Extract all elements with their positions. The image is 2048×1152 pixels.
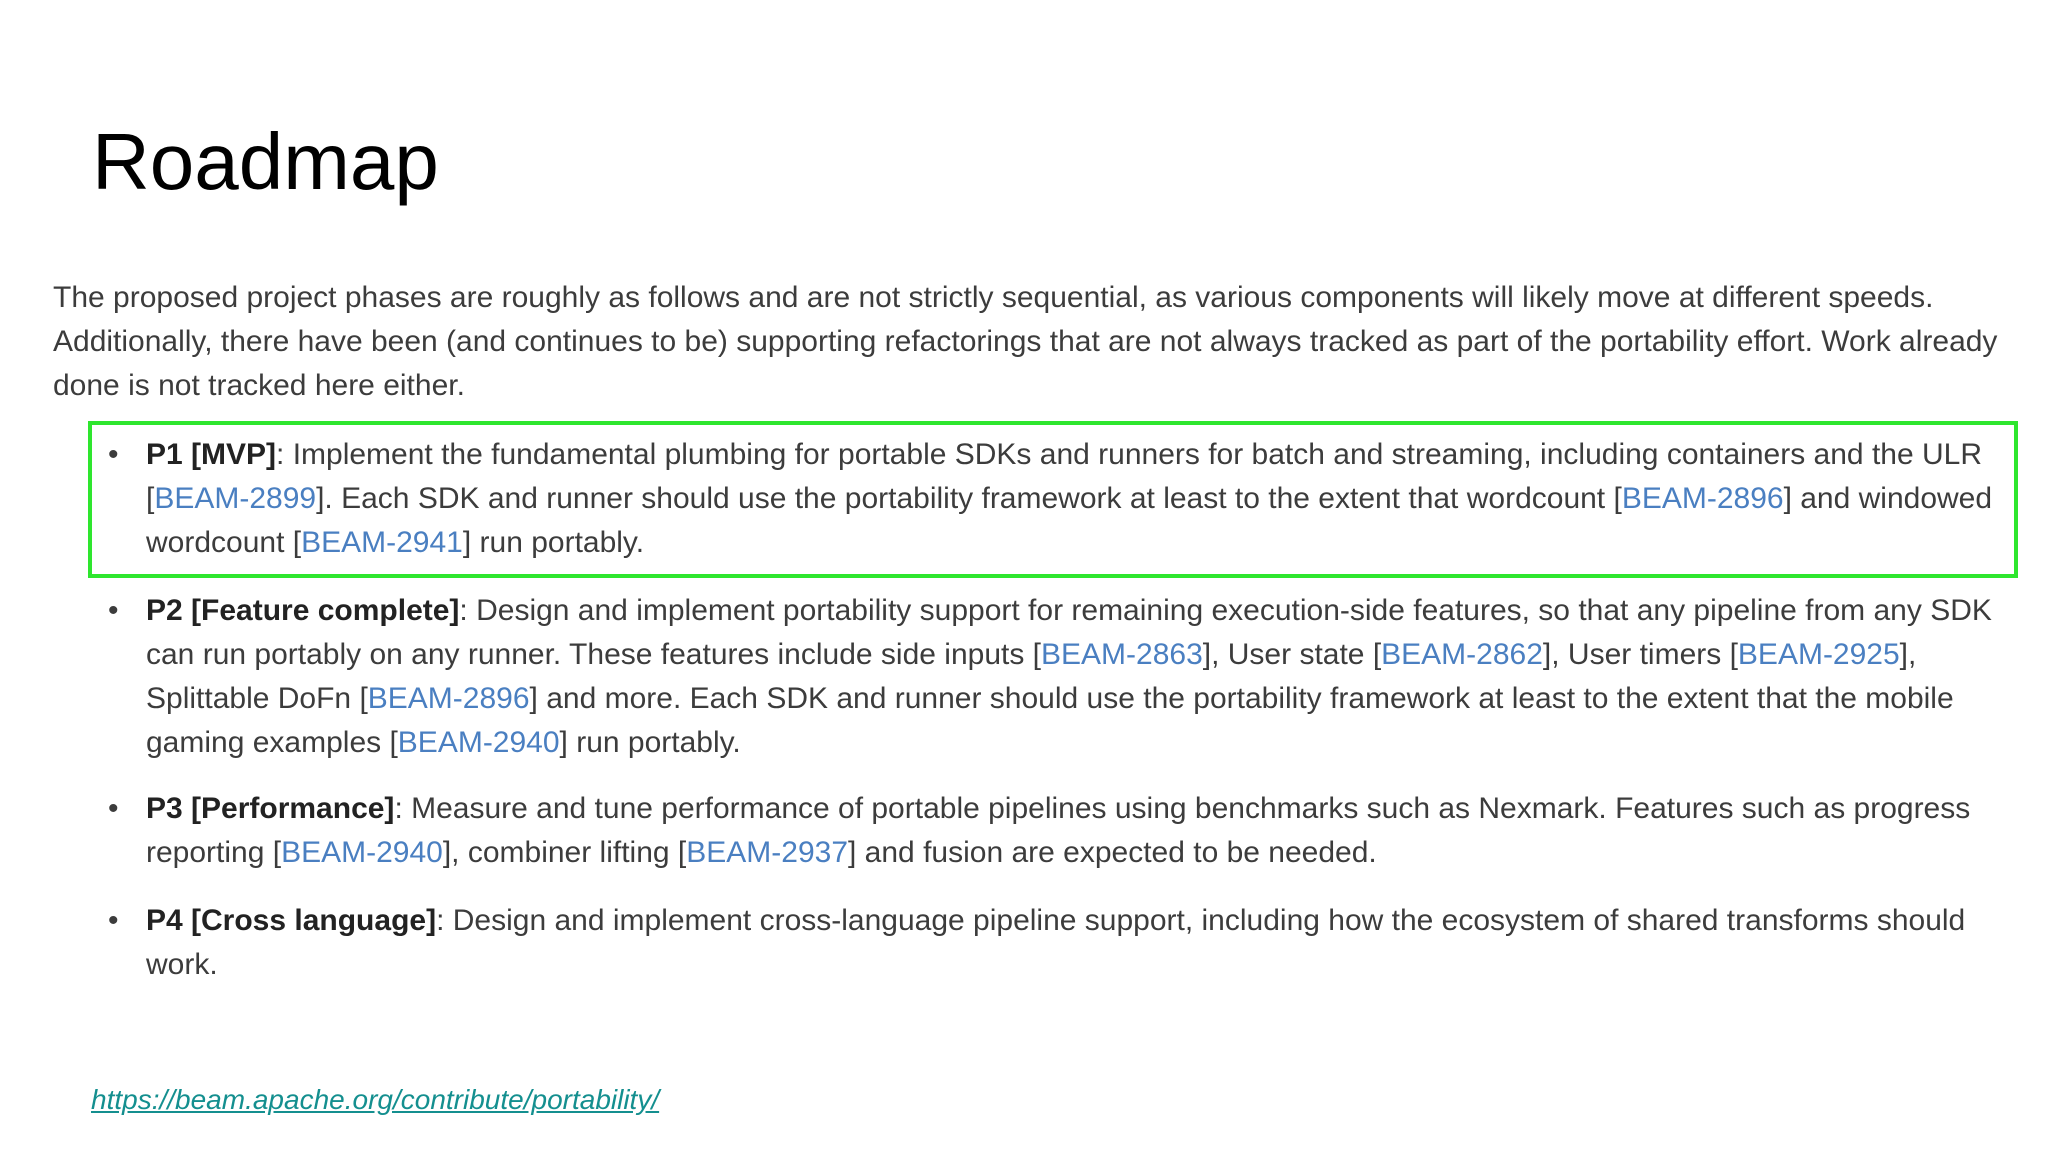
phase-tag-p4: P4 [Cross language]: [146, 904, 437, 937]
issue-link-beam-2940[interactable]: BEAM-2940: [397, 726, 560, 759]
source-link[interactable]: https://beam.apache.org/contribute/portability/: [91, 1084, 660, 1115]
phase-text: : Design and implement cross-language pipeline support, including how the ecosystem of shared transforms should work.: [146, 904, 1966, 981]
issue-link-beam-2937[interactable]: BEAM-2937: [686, 836, 849, 869]
phase-text: ] and fusion are expected to be needed.: [848, 836, 1377, 869]
phase-item-p1: [108, 433, 2006, 565]
phase-text: ], User state [: [1202, 638, 1382, 671]
phase-item-p4: [108, 899, 2006, 987]
issue-link-beam-2925[interactable]: BEAM-2925: [1737, 638, 1900, 671]
bullet-icon: •: [108, 594, 119, 627]
phase-tag-p3: P3 [Performance]: [146, 792, 395, 825]
phase-text: : Implement the fundamental plumbing for portable SDKs and runners for batch and streaming, including containers and the ULR [: [146, 438, 1983, 515]
bullet-icon: •: [108, 904, 119, 937]
issue-link-beam-2941[interactable]: BEAM-2941: [301, 526, 463, 559]
phase-tag-p1: P1 [MVP]: [146, 438, 277, 471]
phase-item-p3: [108, 787, 2006, 875]
phase-text: ], combiner lifting [: [442, 836, 687, 869]
issue-link-beam-2896[interactable]: BEAM-2896: [367, 682, 530, 715]
intro-paragraph: The proposed project phases are roughly as follows and are not strictly sequential, as various components will likely move at different speeds. Additionally, there have been (and continues to be) supporting refactorings that are not always tracked as part of the portability effort. Work already done is not tracked here either.: [53, 281, 1998, 402]
phase-text: ], User timers [: [1542, 638, 1738, 671]
issue-link-beam-2862[interactable]: BEAM-2862: [1381, 638, 1543, 671]
issue-link-beam-2940[interactable]: BEAM-2940: [281, 836, 443, 869]
slide-title: Roadmap: [92, 117, 439, 206]
phase-text: : Measure and tune performance of portable pipelines using benchmarks such as Nexmark. Features such as progress reporting [: [146, 792, 1971, 869]
phase-text: ]. Each SDK and runner should use the portability framework at least to the extent that wordcount [: [316, 482, 1622, 515]
phase-text: ] and windowed wordcount [: [146, 482, 1993, 559]
phase-text: : Design and implement portability support for remaining execution-side features, so that any pipeline from any SDK can run portably on any runner. These features include side inputs [: [146, 594, 1992, 671]
issue-link-beam-2896[interactable]: BEAM-2896: [1621, 482, 1784, 515]
bullet-icon: •: [108, 438, 119, 471]
phase-text: ] and more. Each SDK and runner should use the portability framework at least to the extent that the mobile gaming examples [: [146, 682, 1954, 759]
phase-text: ] run portably.: [559, 726, 741, 759]
phase-text: ], Splittable DoFn [: [146, 638, 1917, 715]
phase-item-p2: [108, 589, 2006, 765]
phase-text: ] run portably.: [462, 526, 645, 559]
bullet-icon: •: [108, 792, 119, 825]
phase-tag-p2: P2 [Feature complete]: [146, 594, 460, 627]
issue-link-beam-2899[interactable]: BEAM-2899: [154, 482, 317, 515]
issue-link-beam-2863[interactable]: BEAM-2863: [1041, 638, 1203, 671]
